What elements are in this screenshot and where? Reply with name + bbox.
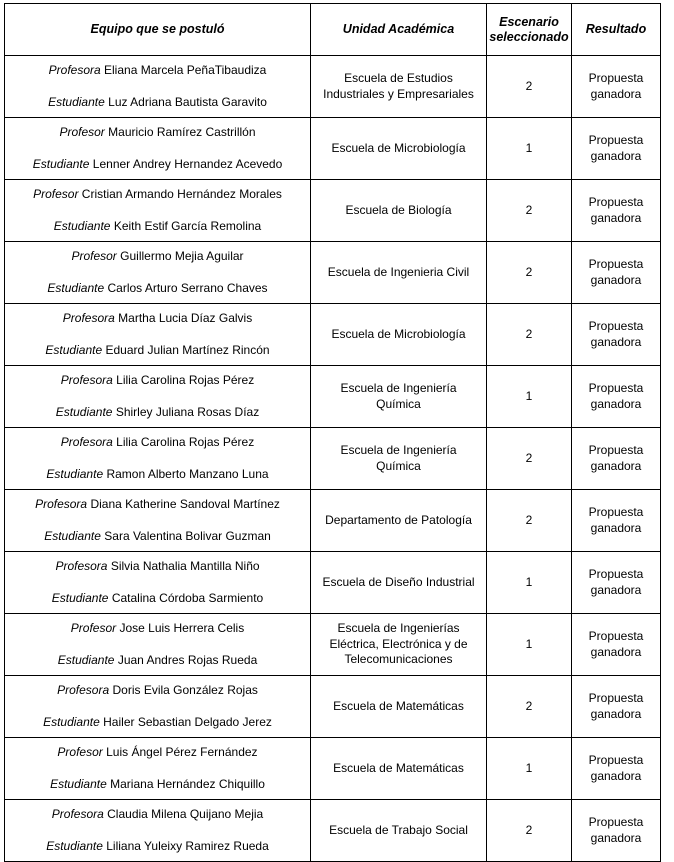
student-line bbox=[5, 157, 310, 173]
student-role: Estudiante bbox=[43, 714, 100, 729]
professor-line bbox=[5, 807, 310, 823]
student-line bbox=[5, 777, 310, 793]
student-line bbox=[5, 653, 310, 669]
professor-role: Profesora bbox=[62, 311, 115, 325]
professor-role: Profesora bbox=[60, 373, 113, 387]
student-line bbox=[5, 343, 310, 359]
student-name: Mariana Hernández Chiquillo bbox=[110, 776, 265, 791]
unit-cell: Escuela de Estudios Industriales y Empresariales bbox=[311, 56, 487, 118]
professor-line bbox=[5, 63, 310, 79]
professor-role: Profesora bbox=[55, 559, 108, 573]
student-line bbox=[5, 839, 310, 855]
student-name: Hailer Sebastian Delgado Jerez bbox=[103, 714, 272, 729]
student-name: Keith Estif García Remolina bbox=[113, 218, 262, 233]
table-body bbox=[5, 56, 661, 862]
result-cell: Propuesta ganadora bbox=[572, 118, 661, 180]
student-name: Lenner Andrey Hernandez Acevedo bbox=[92, 156, 283, 171]
student-role: Estudiante bbox=[46, 838, 103, 853]
professor-role: Profesora bbox=[60, 435, 113, 449]
student-line bbox=[5, 219, 310, 235]
scenario-cell: 1 bbox=[487, 366, 572, 428]
student-role: Estudiante bbox=[55, 404, 113, 419]
student-line bbox=[5, 281, 310, 297]
student-role: Estudiante bbox=[51, 590, 109, 605]
result-cell: Propuesta ganadora bbox=[572, 242, 661, 304]
scenario-cell: 1 bbox=[487, 118, 572, 180]
table-row bbox=[5, 118, 661, 180]
student-role: Estudiante bbox=[32, 156, 90, 171]
team-cell bbox=[5, 800, 311, 862]
professor-name: Cristian Armando Hernández Morales bbox=[81, 187, 282, 201]
result-cell: Propuesta ganadora bbox=[572, 304, 661, 366]
result-cell: Propuesta ganadora bbox=[572, 614, 661, 676]
unit-cell: Escuela de Diseño Industrial bbox=[311, 552, 487, 614]
scenario-cell: 2 bbox=[487, 180, 572, 242]
scenario-cell: 1 bbox=[487, 614, 572, 676]
professor-line bbox=[5, 683, 310, 699]
table-row bbox=[5, 614, 661, 676]
result-cell: Propuesta ganadora bbox=[572, 428, 661, 490]
professor-role: Profesor bbox=[57, 745, 103, 759]
result-cell: Propuesta ganadora bbox=[572, 366, 661, 428]
table-row bbox=[5, 428, 661, 490]
unit-cell: Escuela de Matemáticas bbox=[311, 738, 487, 800]
table-row bbox=[5, 180, 661, 242]
student-name: Liliana Yuleixy Ramirez Rueda bbox=[106, 838, 269, 853]
table-row bbox=[5, 738, 661, 800]
professor-line bbox=[5, 497, 310, 513]
scenario-cell: 1 bbox=[487, 552, 572, 614]
professor-role: Profesor bbox=[59, 125, 105, 139]
unit-cell: Escuela de Microbiología bbox=[311, 118, 487, 180]
student-name: Shirley Juliana Rosas Díaz bbox=[115, 404, 260, 419]
student-line bbox=[5, 95, 310, 111]
header-team: Equipo que se postuló bbox=[5, 4, 311, 56]
professor-line bbox=[5, 621, 310, 637]
unit-cell: Escuela de Ingenieria Civil bbox=[311, 242, 487, 304]
student-role: Estudiante bbox=[53, 218, 111, 233]
student-name: Carlos Arturo Serrano Chaves bbox=[107, 280, 268, 295]
result-cell: Propuesta ganadora bbox=[572, 676, 661, 738]
professor-name: Doris Evila González Rojas bbox=[112, 683, 258, 697]
table-row bbox=[5, 304, 661, 366]
table-row bbox=[5, 800, 661, 862]
student-name: Ramon Alberto Manzano Luna bbox=[106, 466, 269, 481]
professor-line bbox=[5, 745, 310, 761]
unit-cell: Escuela de Biología bbox=[311, 180, 487, 242]
professor-line bbox=[5, 187, 310, 203]
professor-role: Profesor bbox=[33, 187, 79, 201]
professor-name: Claudia Milena Quijano Mejia bbox=[107, 807, 264, 821]
team-cell bbox=[5, 676, 311, 738]
professor-name: Guillermo Mejia Aguilar bbox=[120, 249, 244, 263]
header-scenario: Escenario seleccionado bbox=[487, 4, 572, 56]
team-cell bbox=[5, 490, 311, 552]
team-cell bbox=[5, 552, 311, 614]
scenario-cell: 2 bbox=[487, 242, 572, 304]
scenario-cell: 2 bbox=[487, 676, 572, 738]
professor-role: Profesor bbox=[70, 621, 117, 635]
professor-name: Jose Luis Herrera Celis bbox=[119, 621, 245, 635]
unit-cell: Escuela de Trabajo Social bbox=[311, 800, 487, 862]
professor-name: Silvia Nathalia Mantilla Niño bbox=[110, 559, 260, 573]
result-cell: Propuesta ganadora bbox=[572, 738, 661, 800]
table-row bbox=[5, 490, 661, 552]
team-cell bbox=[5, 242, 311, 304]
team-cell bbox=[5, 366, 311, 428]
header-unit: Unidad Académica bbox=[311, 4, 487, 56]
result-cell: Propuesta ganadora bbox=[572, 800, 661, 862]
team-cell bbox=[5, 180, 311, 242]
unit-cell: Escuela de Ingenierías Eléctrica, Electrónica y de Telecomunicaciones bbox=[311, 614, 487, 676]
table-row bbox=[5, 366, 661, 428]
student-role: Estudiante bbox=[50, 776, 107, 791]
student-role: Estudiante bbox=[45, 342, 103, 357]
result-cell: Propuesta ganadora bbox=[572, 180, 661, 242]
professor-line bbox=[5, 249, 310, 265]
results-table bbox=[4, 3, 661, 862]
scenario-cell: 1 bbox=[487, 738, 572, 800]
result-cell: Propuesta ganadora bbox=[572, 552, 661, 614]
table-row bbox=[5, 56, 661, 118]
unit-cell: Escuela de Microbiología bbox=[311, 304, 487, 366]
professor-role: Profesora bbox=[51, 807, 104, 821]
scenario-cell: 2 bbox=[487, 490, 572, 552]
professor-name: Lilia Carolina Rojas Pérez bbox=[116, 373, 255, 387]
student-line bbox=[5, 591, 310, 607]
unit-cell: Escuela de Matemáticas bbox=[311, 676, 487, 738]
header-result: Resultado bbox=[572, 4, 661, 56]
student-role: Estudiante bbox=[48, 94, 105, 109]
professor-line bbox=[5, 435, 310, 451]
professor-name: Mauricio Ramírez Castrillón bbox=[108, 125, 256, 139]
student-role: Estudiante bbox=[46, 466, 104, 481]
professor-name: Luis Ángel Pérez Fernández bbox=[106, 745, 258, 759]
team-cell bbox=[5, 304, 311, 366]
student-line bbox=[5, 405, 310, 421]
student-line bbox=[5, 715, 310, 731]
student-line bbox=[5, 529, 310, 545]
result-cell: Propuesta ganadora bbox=[572, 490, 661, 552]
professor-line bbox=[5, 559, 310, 575]
table-row bbox=[5, 552, 661, 614]
professor-name: Martha Lucia Díaz Galvis bbox=[118, 311, 253, 325]
student-name: Luz Adriana Bautista Garavito bbox=[108, 94, 267, 109]
unit-cell: Escuela de Ingeniería Química bbox=[311, 366, 487, 428]
unit-cell: Escuela de Ingeniería Química bbox=[311, 428, 487, 490]
student-name: Eduard Julian Martínez Rincón bbox=[105, 342, 270, 357]
student-role: Estudiante bbox=[57, 652, 115, 667]
team-cell bbox=[5, 614, 311, 676]
table-row bbox=[5, 676, 661, 738]
team-cell bbox=[5, 118, 311, 180]
team-cell bbox=[5, 428, 311, 490]
student-role: Estudiante bbox=[47, 280, 105, 295]
professor-role: Profesora bbox=[48, 63, 101, 77]
scenario-cell: 2 bbox=[487, 428, 572, 490]
student-name: Sara Valentina Bolivar Guzman bbox=[104, 528, 271, 543]
professor-line bbox=[5, 311, 310, 327]
student-line bbox=[5, 467, 310, 483]
professor-role: Profesora bbox=[35, 497, 88, 511]
scenario-cell: 2 bbox=[487, 800, 572, 862]
professor-line bbox=[5, 125, 310, 141]
header-row bbox=[5, 4, 661, 56]
team-cell bbox=[5, 56, 311, 118]
professor-name: Eliana Marcela PeñaTibaudiza bbox=[104, 63, 267, 77]
team-cell bbox=[5, 738, 311, 800]
scenario-cell: 2 bbox=[487, 56, 572, 118]
student-role: Estudiante bbox=[44, 528, 101, 543]
student-name: Juan Andres Rojas Rueda bbox=[117, 652, 258, 667]
scenario-cell: 2 bbox=[487, 304, 572, 366]
professor-role: Profesora bbox=[57, 683, 110, 697]
student-name: Catalina Córdoba Sarmiento bbox=[111, 590, 264, 605]
unit-cell: Departamento de Patología bbox=[311, 490, 487, 552]
result-cell: Propuesta ganadora bbox=[572, 56, 661, 118]
professor-name: Diana Katherine Sandoval Martínez bbox=[90, 497, 280, 511]
table-row bbox=[5, 242, 661, 304]
professor-role: Profesor bbox=[71, 249, 117, 263]
professor-name: Lilia Carolina Rojas Pérez bbox=[116, 435, 255, 449]
professor-line bbox=[5, 373, 310, 389]
